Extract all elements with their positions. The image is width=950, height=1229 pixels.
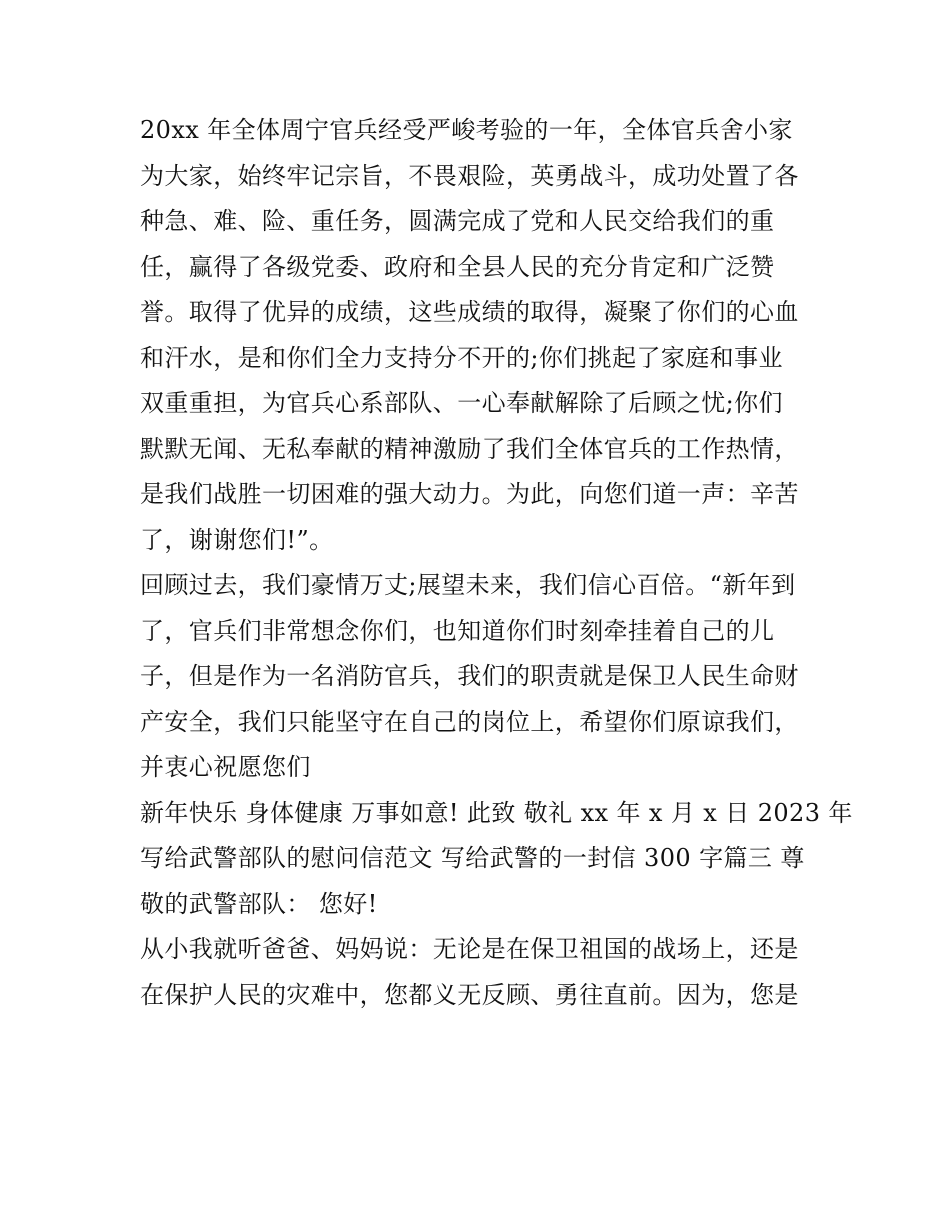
text-line: 种急、难、险、重任务，圆满完成了党和人民交给我们的重 bbox=[140, 207, 775, 235]
text-line: 敬的武警部队： 您好! bbox=[140, 889, 378, 918]
text-line: 了，谢谢您们!”。 bbox=[140, 525, 334, 554]
text-line: 产安全，我们只能坚守在自己的岗位上，希望你们原谅我们， bbox=[140, 707, 799, 736]
text-line: 为大家，始终牢记宗旨，不畏艰险，英勇战斗，成功处置了各 bbox=[140, 161, 799, 190]
text-line: 了，官兵们非常想念你们，也知道你们时刻牵挂着自己的儿 bbox=[140, 616, 775, 645]
text-line: 在保护人民的灾难中，您都义无反顾、勇往直前。因为，您是 bbox=[140, 980, 799, 1009]
text-line: 和汗水，是和你们全力支持分不开的;你们挑起了家庭和事业 bbox=[140, 343, 783, 372]
text-line: 双重重担，为官兵心系部队、一心奉献解除了后顾之忧;你们 bbox=[140, 389, 783, 417]
text-line: 默默无闻、无私奉献的精神激励了我们全体官兵的工作热情， bbox=[140, 434, 799, 463]
text-line: 任，赢得了各级党委、政府和全县人民的充分肯定和广泛赞 bbox=[140, 252, 775, 281]
text-line: 并衷心祝愿您们 bbox=[140, 753, 311, 781]
text-line: 子，但是作为一名消防官兵，我们的职责就是保卫人民生命财 bbox=[140, 662, 799, 690]
letter-body bbox=[140, 108, 853, 1018]
text-line: 回顾过去，我们豪情万丈;展望未来，我们信心百倍。“新年到 bbox=[140, 571, 796, 599]
text-line: 20xx 年全体周宁官兵经受严峻考验的一年，全体官兵舍小家 bbox=[140, 116, 793, 144]
text-line: 是我们战胜一切困难的强大动力。为此，向您们道一声：辛苦 bbox=[140, 480, 799, 508]
text-line: 新年快乐 身体健康 万事如意! 此致 敬礼 xx 年 x 月 x 日 2023 年 bbox=[140, 798, 853, 827]
text-line: 从小我就听爸爸、妈妈说：无论是在保卫祖国的战场上，还是 bbox=[140, 935, 799, 963]
text-line: 誉。取得了优异的成绩，这些成绩的取得，凝聚了你们的心血 bbox=[140, 298, 799, 326]
text-line: 写给武警部队的慰问信范文 写给武警的一封信 300 字篇三 尊 bbox=[140, 844, 805, 872]
